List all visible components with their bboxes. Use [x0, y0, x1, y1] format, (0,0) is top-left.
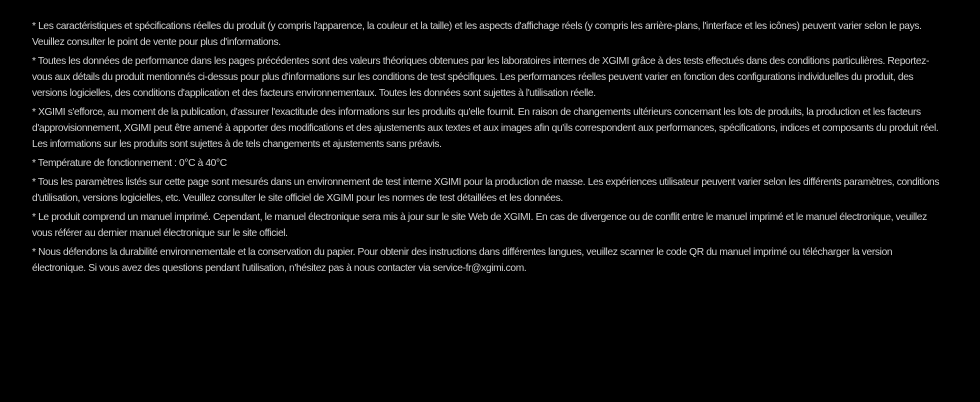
disclaimer-note-appearance: * Les caractéristiques et spécifications réelles du produit (y compris l'apparence, la couleur et la taille) et les aspects d'affichage réels (y compris les arrière-plans, l'interface et les icônes) peuvent varier selon le pays. Veuillez consulter le point de vente pour plus d'informations.: [32, 21, 922, 48]
disclaimer-note-accuracy: * XGIMI s'efforce, au moment de la publication, d'assurer l'exactitude des informations sur les produits qu'elle fournit. En raison de changements ultérieurs concernant les lots de produits, la production et les facteurs d'approvisionnement, XGIMI peut être amené à apporter des modifications et des ajustements aux textes et aux images afin qu'ils correspondent aux performances, spécifications, indices et composants du produit réel. Les informations sur les produits sont sujettes à de tels changements et ajustements sans préavis.: [32, 107, 939, 150]
disclaimer-note-parameters: * Tous les paramètres listés sur cette page sont mesurés dans un environnement de test interne XGIMI pour la production de masse. Les expériences utilisateur peuvent varier selon les différents paramètres, conditions d'utilisation, versions logicielles, etc. Veuillez consulter le site officiel de XGIMI pour les normes de test détaillées et les données.: [32, 177, 940, 204]
disclaimer-note-performance: * Toutes les données de performance dans les pages précédentes sont des valeurs théoriques obtenues par les laboratoires internes de XGIMI grâce à des tests effectués dans des conditions particulières. Reportez-vous aux détails du produit mentionnés ci-dessus pour plus d'informations sur les conditions de test spécifiques. Les performances réelles peuvent varier en fonction des configurations individuelles du produit, des versions logicielles, des conditions d'application et des facteurs environnementaux. Toutes les données sont sujettes à l'utilisation réelle.: [32, 56, 929, 99]
disclaimer-note-manual: * Le produit comprend un manuel imprimé. Cependant, le manuel électronique sera mis à jour sur le site Web de XGIMI. En cas de divergence ou de conflit entre le manuel imprimé et le manuel électronique, veuillez vous référer au dernier manuel électronique sur le site officiel.: [32, 212, 927, 239]
disclaimer-section: [32, 19, 948, 280]
disclaimer-note-temperature: * Température de fonctionnement : 0°C à 40°C: [32, 158, 227, 169]
disclaimer-note-sustainability: * Nous défendons la durabilité environnementale et la conservation du papier. Pour obtenir des instructions dans différentes langues, veuillez scanner le code QR du manuel imprimé ou télécharger la version électronique. Si vous avez des questions pendant l'utilisation, n'hésitez pas à nous contacter via service-fr@xgimi.com.: [32, 247, 893, 274]
